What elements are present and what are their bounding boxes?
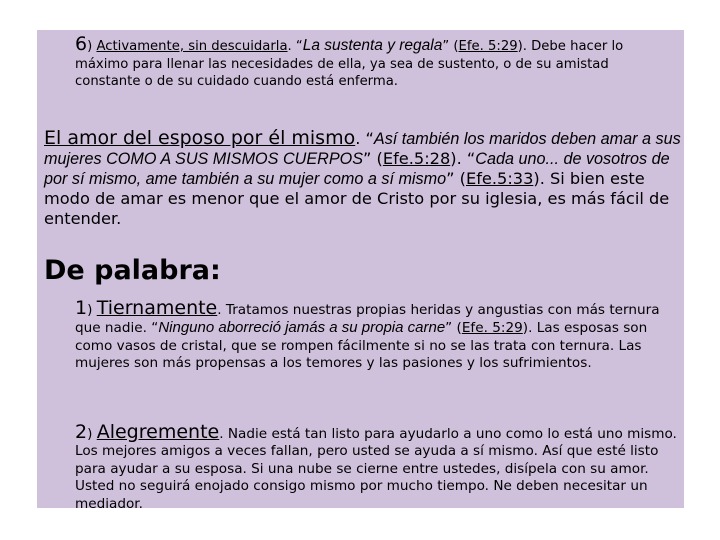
paragraph-2: 2) Alegremente. Nadie está tan listo para ayudarlo a uno como lo está uno mismo. Los mejores amigos a veces fallan, pero usted se ayuda a sí mismo. Así que esté listo para ayudar a su esposa. Si una nube se cierne entre ustedes, disípela con su amor. Usted no seguirá enojado consigo mismo por mucho tiempo. Ne deben necesitar un mediador. xyxy=(75,421,677,512)
paragraph-amor: El amor del esposo por él mismo. “Así también los maridos deben amar a sus mujeres COMO A SUS MISMOS CUERPOS” (Efe.5:28). “Cada uno... de vosotros de por sí mismo, ame también a su mujer como a sí mismo” (Efe.5:33). Si bien este modo de amar es menor que el amor de Cristo por su iglesia, es más fácil de entender. xyxy=(44,127,681,228)
item-heading: Tiernamente xyxy=(96,297,218,319)
bible-quote: La sustenta y regala xyxy=(302,37,443,54)
section-heading: El amor del esposo por él mismo xyxy=(44,127,356,149)
item-number: 6 xyxy=(75,33,88,55)
item-number: 1 xyxy=(75,297,88,319)
bible-reference: Efe. 5:29 xyxy=(461,320,523,337)
item-heading: Activamente, sin descuidarla xyxy=(96,39,288,54)
bible-reference: Efe.5:33 xyxy=(465,169,534,188)
bible-quote: Así también los maridos deben amar a sus mujeres COMO A SUS MISMOS CUERPOS xyxy=(44,130,681,168)
bible-reference: Efe.5:28 xyxy=(382,149,451,168)
item-number: 2 xyxy=(75,421,88,443)
paragraph-6: 6) Activamente, sin descuidarla. “La sustenta y regala” (Efe. 5:29). Debe hacer lo máximo para llenar las necesidades de ella, ya sea de sustento, o de su amistad constante o de su cuidado cuando está enferma. xyxy=(75,33,624,89)
bible-reference: Efe. 5:29 xyxy=(458,39,518,54)
item-heading: Alegremente xyxy=(96,421,220,443)
page-heading: De palabra: xyxy=(44,255,221,286)
paragraph-1: 1) Tiernamente. Tratamos nuestras propias heridas y angustias con más ternura que nadie. “Ninguno aborreció jamás a su propia carne” (Efe. 5:29). Las esposas son como vasos de cristal, que se rompen fácilmente si no se las trata con ternura. Las mujeres son más propensas a los temores y las pasiones y los sufrimientos. xyxy=(75,297,660,372)
bible-quote: Ninguno aborreció jamás a su propia carne xyxy=(158,319,446,337)
bible-quote: Cada uno... de vosotros de por sí mismo, ame también a su mujer como a sí mismo xyxy=(44,150,670,188)
